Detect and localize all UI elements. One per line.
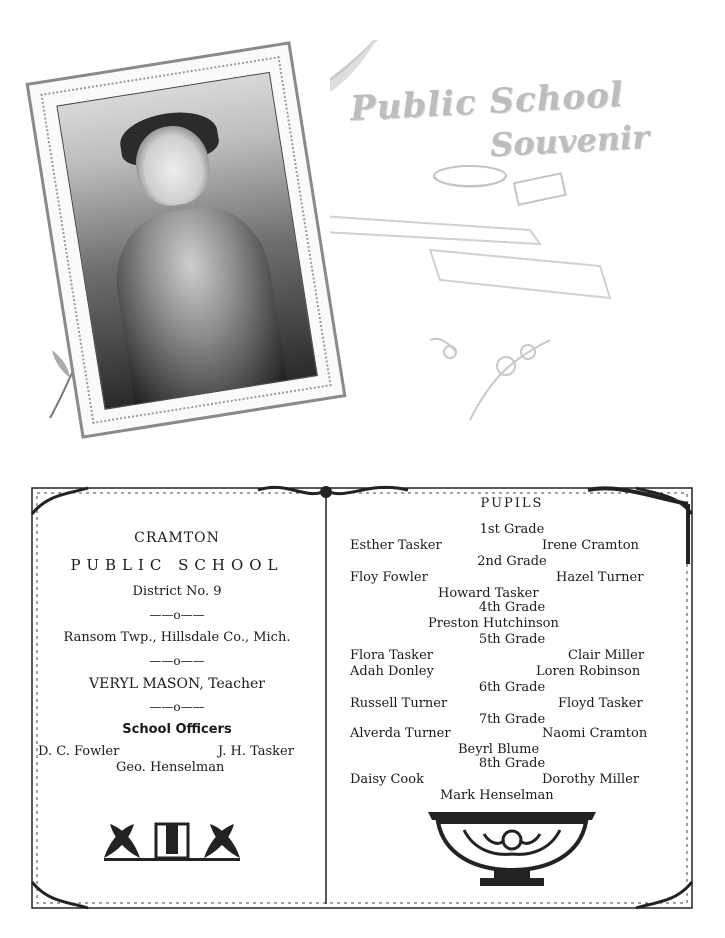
pupil-name: Hazel Turner bbox=[556, 570, 644, 585]
pupil-name: Mark Henselman bbox=[440, 788, 554, 803]
grade-label: 1st Grade bbox=[479, 522, 545, 537]
school-type: PUBLIC SCHOOL bbox=[70, 556, 284, 574]
pupil-name: Russell Turner bbox=[350, 696, 448, 711]
school-certificate bbox=[28, 484, 696, 912]
pupil-name: Howard Tasker bbox=[438, 586, 539, 601]
teacher-name: VERYL MASON, Teacher bbox=[89, 676, 265, 692]
officer-name: Geo. Henselman bbox=[116, 760, 225, 775]
officer-name: J. H. Tasker bbox=[218, 744, 294, 759]
ornamental-urn bbox=[424, 806, 600, 890]
divider-ornament: ——o—— bbox=[149, 654, 205, 668]
portrait-frame bbox=[25, 41, 346, 438]
pupil-name: Naomi Cramton bbox=[542, 726, 648, 741]
district-number: District No. 9 bbox=[132, 584, 222, 599]
pupil-name: Floy Fowler bbox=[350, 570, 428, 585]
pupil-name: Floyd Tasker bbox=[558, 696, 643, 711]
officer-name: D. C. Fowler bbox=[38, 744, 120, 759]
officers-heading: School Officers bbox=[122, 722, 232, 737]
grade-label: 6th Grade bbox=[478, 680, 546, 695]
wheat-shield-ornament bbox=[100, 820, 244, 864]
teacher-portrait-photo bbox=[56, 72, 318, 410]
school-name: CRAMTON bbox=[134, 530, 220, 546]
grade-label: 5th Grade bbox=[478, 632, 546, 647]
souvenir-title-line1: Public School bbox=[349, 74, 625, 130]
pupil-name: Dorothy Miller bbox=[542, 772, 640, 787]
school-location: Ransom Twp., Hillsdale Co., Mich. bbox=[63, 630, 291, 645]
grade-label: 2nd Grade bbox=[477, 554, 547, 569]
pupil-name: Flora Tasker bbox=[350, 648, 433, 663]
pupil-name: Irene Cramton bbox=[542, 538, 639, 553]
school-info-panel bbox=[28, 484, 326, 912]
pupil-name: Preston Hutchinson bbox=[428, 616, 559, 631]
pupil-name: Clair Miller bbox=[568, 648, 645, 663]
souvenir-title-block bbox=[330, 40, 690, 440]
divider-ornament: ——o—— bbox=[149, 608, 205, 622]
souvenir-cover bbox=[0, 0, 725, 450]
pupils-panel bbox=[328, 484, 696, 912]
pupil-name: Esther Tasker bbox=[350, 538, 442, 553]
grade-label: 7th Grade bbox=[478, 712, 546, 727]
pupil-name: Alverda Turner bbox=[350, 726, 451, 741]
pupil-name: Adah Donley bbox=[350, 664, 434, 679]
pupil-name: Loren Robinson bbox=[536, 664, 641, 679]
grade-label: 8th Grade bbox=[478, 756, 546, 771]
grade-label: 4th Grade bbox=[478, 600, 546, 615]
divider-ornament: ——o—— bbox=[149, 700, 205, 714]
pupil-name: Daisy Cook bbox=[350, 772, 424, 787]
pupils-heading: PUPILS bbox=[480, 496, 544, 511]
pupil-name: Beyrl Blume bbox=[458, 742, 540, 757]
souvenir-title-line2: Souvenir bbox=[489, 117, 650, 165]
